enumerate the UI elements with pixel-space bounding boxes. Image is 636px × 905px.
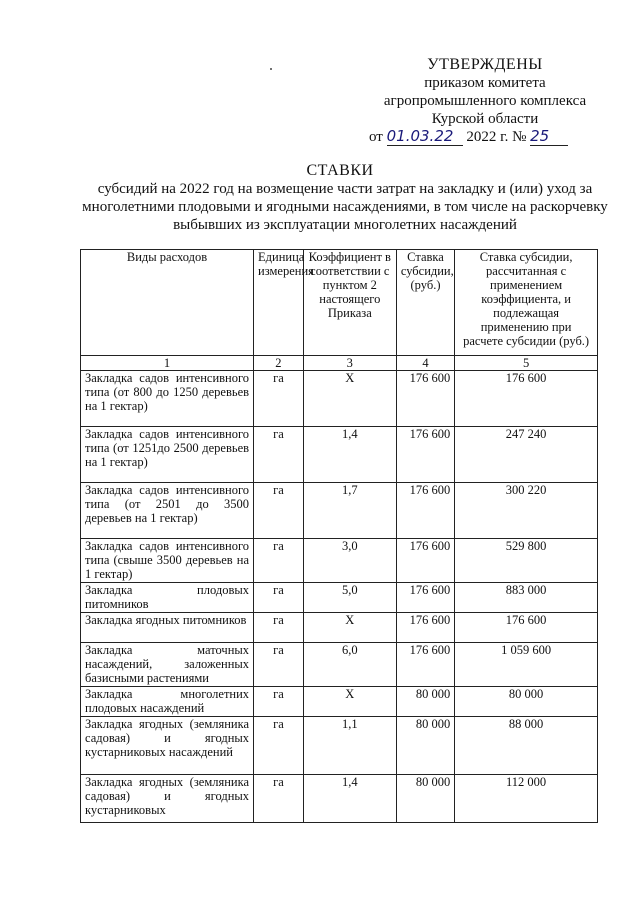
approval-heading: УТВЕРЖДЕНЫ	[427, 56, 543, 73]
document-subtitle: субсидий на 2022 год на возмещение части затрат на закладку и (или) уход за многолетними плодовыми и ягодными насаждениями, в том числе на раскорчевку выбывших из эксплуатации многолетних насаждений	[82, 181, 608, 233]
approval-block	[355, 56, 615, 146]
coefficient-cell: 1,7	[303, 483, 396, 539]
table-header-row	[81, 250, 598, 356]
table-row	[81, 371, 598, 427]
header-coefficient: Коэффициент в соответствии с пунктом 2 настоящего Приказа	[303, 250, 396, 356]
rate-cell: 176 600	[396, 583, 454, 613]
calculated-rate-cell: 80 000	[455, 687, 598, 717]
approval-line-1: приказом комитета	[424, 75, 546, 91]
table-body	[81, 371, 598, 823]
expense-name-cell: Закладка ягодных (земляника садовая) и ягодных кустарниковых	[81, 775, 254, 823]
document-title: СТАВКИ	[306, 162, 374, 179]
unit-cell: га	[254, 775, 304, 823]
table-row	[81, 539, 598, 583]
unit-cell: га	[254, 583, 304, 613]
date-field	[387, 128, 463, 146]
coefficient-cell: Х	[303, 613, 396, 643]
column-number: 3	[303, 356, 396, 371]
unit-cell: га	[254, 371, 304, 427]
expense-name-cell: Закладка плодовых питомников	[81, 583, 254, 613]
stray-dot	[270, 68, 272, 70]
coefficient-cell: 1,1	[303, 717, 396, 775]
column-number: 4	[396, 356, 454, 371]
calculated-rate-cell: 883 000	[455, 583, 598, 613]
header-rate: Ставка субсидии, (руб.)	[396, 250, 454, 356]
table-row	[81, 775, 598, 823]
unit-cell: га	[254, 483, 304, 539]
table-row	[81, 643, 598, 687]
calculated-rate-cell: 1 059 600	[455, 643, 598, 687]
table-row	[81, 427, 598, 483]
column-number: 2	[254, 356, 304, 371]
handwritten-date: 01.03.22	[386, 127, 454, 145]
unit-cell: га	[254, 613, 304, 643]
expense-name-cell: Закладка многолетних плодовых насаждений	[81, 687, 254, 717]
number-field	[530, 128, 568, 146]
calculated-rate-cell: 529 800	[455, 539, 598, 583]
expense-name-cell: Закладка ягодных питомников	[81, 613, 254, 643]
coefficient-cell: 6,0	[303, 643, 396, 687]
unit-cell: га	[254, 643, 304, 687]
expense-name-cell: Закладка маточных насаждений, заложенных базисными растениями	[81, 643, 254, 687]
expense-name-cell: Закладка ягодных (земляника садовая) и ягодных кустарниковых насаждений	[81, 717, 254, 775]
coefficient-cell: 1,4	[303, 427, 396, 483]
column-number-row	[81, 356, 598, 371]
rate-cell: 176 600	[396, 483, 454, 539]
expense-name-cell: Закладка садов интенсивного типа (от 2501 до 3500 деревьев на 1 гектар)	[81, 483, 254, 539]
table-row	[81, 483, 598, 539]
rate-cell: 80 000	[396, 687, 454, 717]
handwritten-number: 25	[530, 127, 550, 145]
column-number: 5	[455, 356, 598, 371]
coefficient-cell: 3,0	[303, 539, 396, 583]
approval-line-3: Курской области	[431, 111, 539, 127]
unit-cell: га	[254, 539, 304, 583]
coefficient-cell: 1,4	[303, 775, 396, 823]
unit-cell: га	[254, 427, 304, 483]
column-number: 1	[81, 356, 254, 371]
rate-cell: 176 600	[396, 539, 454, 583]
expense-name-cell: Закладка садов интенсивного типа (от 1251до 2500 деревьев на 1 гектар)	[81, 427, 254, 483]
coefficient-cell: Х	[303, 371, 396, 427]
table-row	[81, 687, 598, 717]
coefficient-cell: Х	[303, 687, 396, 717]
approval-date-line	[355, 128, 615, 146]
expense-name-cell: Закладка садов интенсивного типа (от 800 до 1250 деревьев на 1 гектар)	[81, 371, 254, 427]
date-prefix: от	[369, 129, 383, 145]
calculated-rate-cell: 300 220	[455, 483, 598, 539]
calculated-rate-cell: 88 000	[455, 717, 598, 775]
calculated-rate-cell: 112 000	[455, 775, 598, 823]
header-unit: Единица измерения	[254, 250, 304, 356]
table-row	[81, 583, 598, 613]
header-calculated-rate: Ставка субсидии, рассчитанная с применением коэффициента, и подлежащая применению при расчете субсидии (руб.)	[455, 250, 598, 356]
rate-cell: 80 000	[396, 775, 454, 823]
rate-cell: 176 600	[396, 427, 454, 483]
approval-line-2: агропромышленного комплекса	[383, 93, 587, 109]
table-row	[81, 717, 598, 775]
calculated-rate-cell: 247 240	[455, 427, 598, 483]
rate-cell: 176 600	[396, 371, 454, 427]
rates-table	[80, 249, 598, 823]
table-row	[81, 613, 598, 643]
year-text: 2022 г. №	[466, 129, 527, 145]
rate-cell: 80 000	[396, 717, 454, 775]
expense-name-cell: Закладка садов интенсивного типа (свыше 3500 деревьев на 1 гектар)	[81, 539, 254, 583]
unit-cell: га	[254, 717, 304, 775]
unit-cell: га	[254, 687, 304, 717]
calculated-rate-cell: 176 600	[455, 371, 598, 427]
header-expense-type: Виды расходов	[81, 250, 254, 356]
rate-cell: 176 600	[396, 613, 454, 643]
rate-cell: 176 600	[396, 643, 454, 687]
calculated-rate-cell: 176 600	[455, 613, 598, 643]
coefficient-cell: 5,0	[303, 583, 396, 613]
